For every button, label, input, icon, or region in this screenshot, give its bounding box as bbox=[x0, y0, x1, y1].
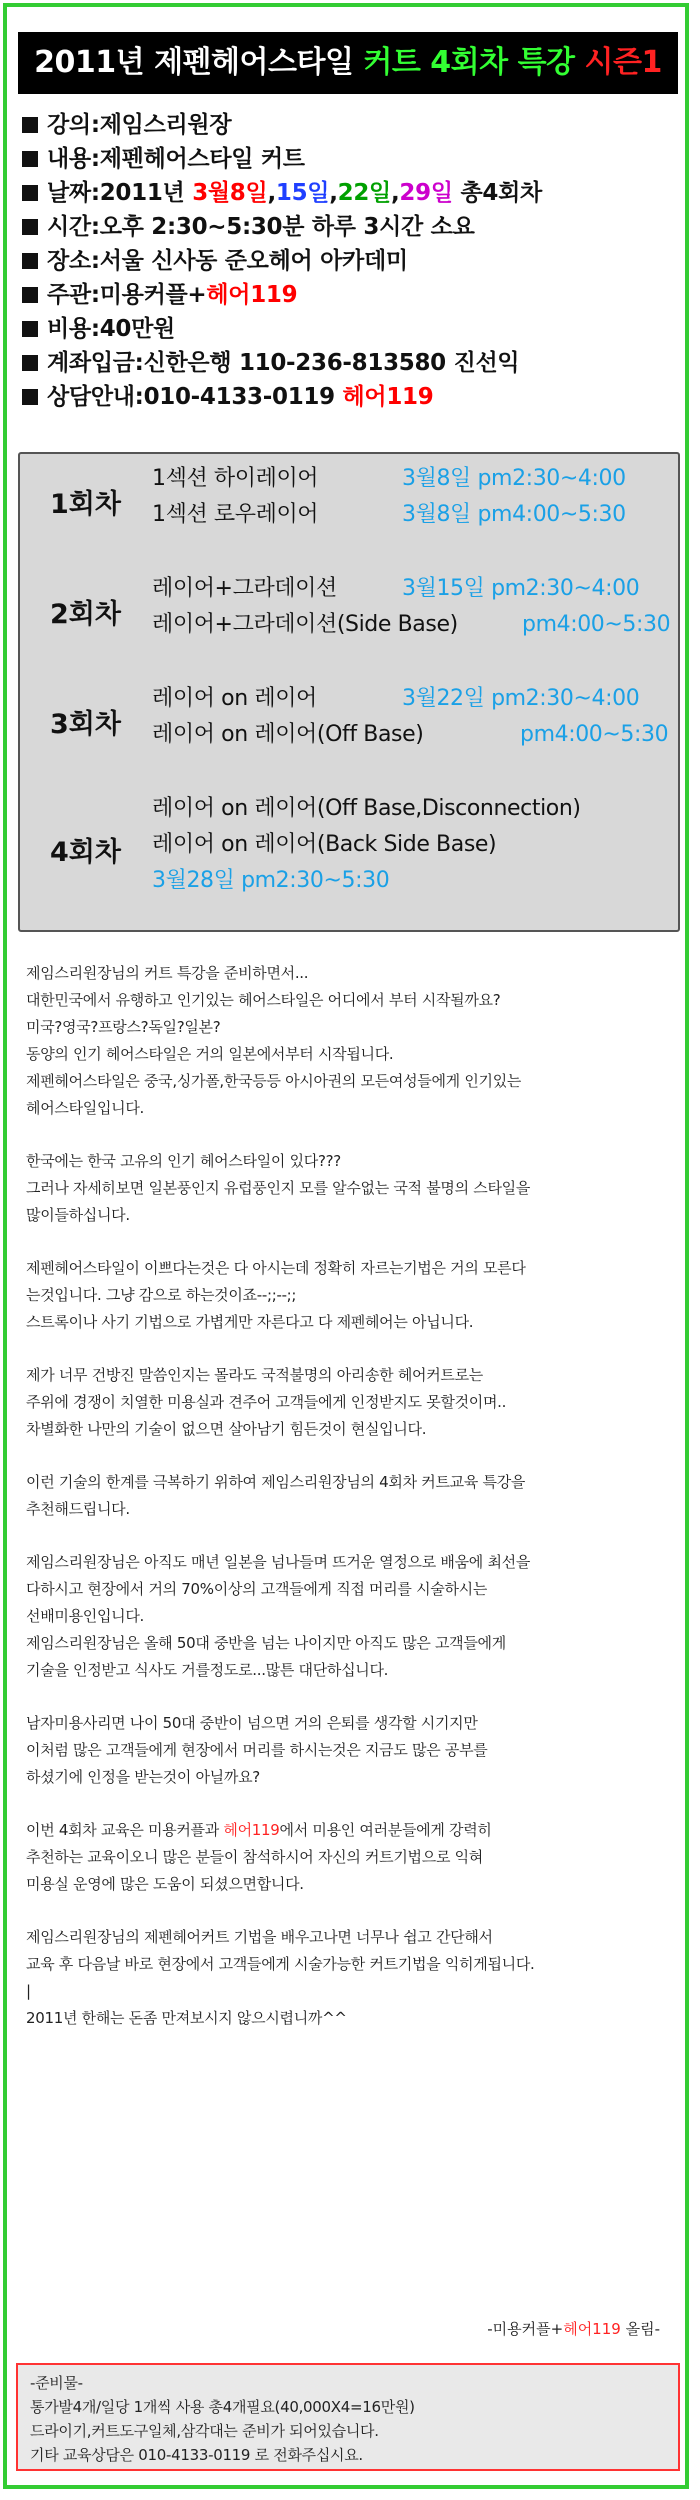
session-time: 3월8일 pm4:00~5:30 bbox=[402, 502, 626, 527]
session-line bbox=[152, 864, 389, 898]
session-course: 레이어+그라데이션 bbox=[152, 576, 337, 601]
square-bullet-icon bbox=[22, 117, 38, 133]
text-segment: 이번 4회차 교육은 미용커플과 bbox=[26, 1821, 224, 1839]
session-course: 레이어 on 레이어 bbox=[152, 686, 317, 711]
square-bullet-icon bbox=[22, 219, 38, 235]
text-line: 많이들하십니다. bbox=[26, 1206, 130, 1224]
date-sep-1: , bbox=[267, 180, 276, 206]
session-course: 레이어 on 레이어(Back Side Base) bbox=[152, 832, 497, 857]
info-date bbox=[22, 176, 672, 210]
text-line: 드라이기,커트도구일체,삼각대는 준비가 되어있습니다. bbox=[30, 2422, 379, 2440]
contact-brand: 헤어119 bbox=[342, 384, 434, 410]
session-label: 2회차 bbox=[50, 599, 121, 630]
session-label: 1회차 bbox=[50, 489, 121, 520]
text-line: 이처럼 많은 고객들에게 현장에서 머리를 하시는것은 지금도 많은 공부를 bbox=[26, 1741, 488, 1759]
info-lecturer bbox=[22, 108, 672, 142]
info-time bbox=[22, 210, 672, 244]
text-line: 2011년 한해는 돈좀 만져보시지 않으시렵니까^^ bbox=[26, 2009, 347, 2027]
date-sep-3: , bbox=[390, 180, 400, 206]
paragraph bbox=[26, 1817, 676, 1898]
session-line bbox=[152, 462, 626, 496]
info-lecturer-text: 강의:제임스리원장 bbox=[47, 112, 232, 138]
session-course: 1섹션 로우레이어 bbox=[152, 502, 319, 527]
date-2: 15일 bbox=[275, 180, 330, 206]
date-suffix: 총4회차 bbox=[452, 180, 542, 206]
text-line: 다하시고 현장에서 거의 70%이상의 고객들에게 직접 머리를 시술하시는 bbox=[26, 1580, 488, 1598]
paragraph-rest bbox=[26, 1844, 676, 1898]
text-line: 제임스리원장님은 아직도 매년 일본을 넘나들며 뜨거운 열정으로 배움에 최선을 bbox=[26, 1553, 531, 1571]
session-line bbox=[152, 498, 626, 532]
paragraph bbox=[26, 1924, 676, 2032]
square-bullet-icon bbox=[22, 287, 38, 303]
session-course: 레이어 on 레이어(Off Base) bbox=[152, 722, 424, 747]
paragraph bbox=[26, 1148, 676, 1229]
date-3: 22일 bbox=[337, 180, 391, 206]
session-label: 4회차 bbox=[50, 837, 121, 868]
title-part-2: 커트 4회차 특강 bbox=[363, 45, 585, 80]
text-segment: 에서 미용인 여러분들에게 강력히 bbox=[279, 1821, 492, 1839]
text-line: 제임스리원장님의 커트 특강을 준비하면서... bbox=[26, 964, 309, 982]
paragraph bbox=[26, 1469, 676, 1523]
text-line: 는것입니다. 그냥 감으로 하는것이죠--;;--;; bbox=[26, 1286, 297, 1304]
text-line: 추천해드립니다. bbox=[26, 1500, 130, 1518]
signature-prefix: -미용커플+ bbox=[487, 2320, 564, 2338]
paragraph bbox=[26, 960, 676, 1122]
signature-suffix: 올림- bbox=[620, 2320, 660, 2338]
signature bbox=[487, 2318, 660, 2339]
text-line: 헤어스타일입니다. bbox=[26, 1099, 144, 1117]
session-time: pm4:00~5:30 bbox=[522, 612, 671, 637]
title-part-1: 2011년 제펜헤어스타일 bbox=[34, 45, 364, 80]
paragraph bbox=[26, 1549, 676, 1684]
text-line: 교육 후 다음날 바로 현장에서 고객들에게 시술가능한 커트기법을 익히게됩니다. bbox=[26, 1955, 535, 1973]
date-1: 3월8일 bbox=[192, 180, 268, 206]
host-prefix: 주관:미용커플+ bbox=[47, 282, 207, 308]
preparation-box bbox=[16, 2363, 680, 2471]
date-4: 29일 bbox=[399, 180, 453, 206]
paragraph bbox=[26, 1710, 676, 1791]
text-line: 제가 너무 건방진 말씀인지는 몰라도 국적불명의 아리송한 헤어커트로는 bbox=[26, 1366, 483, 1384]
session-time: pm4:00~5:30 bbox=[520, 722, 669, 747]
text-line: 동양의 인기 헤어스타일은 거의 일본에서부터 시작됩니다. bbox=[26, 1045, 394, 1063]
session-course: 1섹션 하이레이어 bbox=[152, 466, 319, 491]
text-line: 제임스리원장님은 올해 50대 중반을 넘는 나이지만 아직도 많은 고객들에게 bbox=[26, 1634, 506, 1652]
session-line bbox=[152, 572, 640, 606]
square-bullet-icon bbox=[22, 355, 38, 371]
text-line: 선배미용인입니다. bbox=[26, 1607, 144, 1625]
text-line: 제펜헤어스타일은 중국,싱가폴,한국등등 아시아권의 모든여성들에게 인기있는 bbox=[26, 1072, 522, 1090]
text-line: 통가발4개/일당 1개씩 사용 총4개필요(40,000X4=16만원) bbox=[30, 2398, 415, 2416]
info-place-text: 장소:서울 신사동 준오헤어 아카데미 bbox=[47, 248, 408, 274]
session-line bbox=[152, 718, 669, 752]
text-line: 제펜헤어스타일이 이쁘다는것은 다 아시는데 정확히 자르는기법은 거의 모른다 bbox=[26, 1259, 526, 1277]
session-line bbox=[152, 608, 671, 642]
text-line: 차별화한 나만의 기술이 없으면 살아남기 힘든것이 현실입니다. bbox=[26, 1420, 427, 1438]
session-label: 3회차 bbox=[50, 709, 121, 740]
paragraph bbox=[26, 1362, 676, 1443]
info-account bbox=[22, 346, 672, 380]
info-list bbox=[22, 108, 672, 414]
session-time: 3월22일 pm2:30~4:00 bbox=[402, 686, 640, 711]
page-title bbox=[18, 32, 678, 94]
signature-brand: 헤어119 bbox=[563, 2320, 621, 2338]
session-time: 3월8일 pm2:30~4:00 bbox=[402, 466, 626, 491]
prep-lines bbox=[30, 2395, 678, 2467]
info-cost bbox=[22, 312, 672, 346]
session-course: 레이어 on 레이어(Off Base,Disconnection) bbox=[152, 796, 581, 821]
session-line bbox=[152, 792, 581, 826]
info-contact bbox=[22, 380, 672, 414]
text-line: 미국?영국?프랑스?독일?일본? bbox=[26, 1018, 221, 1036]
info-place bbox=[22, 244, 672, 278]
text-line: | bbox=[26, 1982, 31, 2000]
text-line: 주위에 경쟁이 치열한 미용실과 견주어 고객들에게 인정받지도 못할것이며.. bbox=[26, 1393, 507, 1411]
text-line: 제임스리원장님의 제펜헤어커트 기법을 배우고나면 너무나 쉽고 간단해서 bbox=[26, 1928, 493, 1946]
session-line bbox=[152, 828, 496, 862]
info-time-text: 시간:오후 2:30~5:30분 하루 3시간 소요 bbox=[47, 214, 475, 240]
session-line bbox=[152, 682, 640, 716]
paragraph bbox=[26, 1255, 676, 1336]
square-bullet-icon bbox=[22, 151, 38, 167]
text-line: 남자미용사리면 나이 50대 중반이 넘으면 거의 은퇴를 생각할 시기지만 bbox=[26, 1714, 478, 1732]
info-content-text: 내용:제펜헤어스타일 커트 bbox=[47, 146, 305, 172]
schedule-box bbox=[18, 452, 680, 932]
text-line: 미용실 운영에 많은 도움이 되셨으면합니다. bbox=[26, 1875, 304, 1893]
square-bullet-icon bbox=[22, 321, 38, 337]
text-line: 대한민국에서 유행하고 인기있는 헤어스타일은 어디에서 부터 시작될까요? bbox=[26, 991, 501, 1009]
square-bullet-icon bbox=[22, 253, 38, 269]
text-line: 한국에는 한국 고유의 인기 헤어스타일이 있다??? bbox=[26, 1152, 341, 1170]
prep-heading: -준비물- bbox=[30, 2374, 83, 2392]
contact-prefix: 상담안내:010-4133-0119 bbox=[47, 384, 343, 410]
text-line: 하셨기에 인정을 받는것이 아닐까요? bbox=[26, 1768, 260, 1786]
title-part-3: 시즌1 bbox=[584, 45, 662, 80]
square-bullet-icon bbox=[22, 185, 38, 201]
brand-text: 헤어119 bbox=[223, 1821, 280, 1839]
host-brand: 헤어119 bbox=[206, 282, 298, 308]
square-bullet-icon bbox=[22, 389, 38, 405]
date-sep-2: , bbox=[329, 180, 338, 206]
text-line: 기술을 인정받고 식사도 거를정도로...많튼 대단하십니다. bbox=[26, 1661, 389, 1679]
session-time: 3월15일 pm2:30~4:00 bbox=[402, 576, 640, 601]
session-time: 3월28일 pm2:30~5:30 bbox=[152, 868, 390, 893]
info-content bbox=[22, 142, 672, 176]
text-line: 이런 기술의 한계를 극복하기 위하여 제임스리원장님의 4회차 커트교육 특강을 bbox=[26, 1473, 526, 1491]
info-host bbox=[22, 278, 672, 312]
article-body bbox=[26, 960, 676, 2058]
text-line: 스트록이나 사기 기법으로 가볍게만 자른다고 다 제펜헤어는 아닙니다. bbox=[26, 1313, 474, 1331]
text-line: 기타 교육상담은 010-4133-0119 로 전화주십시요. bbox=[30, 2446, 363, 2464]
text-line: 추천하는 교육이오니 많은 분들이 참석하시어 자신의 커트기법으로 익혀 bbox=[26, 1848, 483, 1866]
date-prefix: 날짜:2011년 bbox=[47, 180, 193, 206]
info-account-text: 계좌입금:신한은행 110-236-813580 진선익 bbox=[47, 350, 520, 376]
text-line: 그러나 자세히보면 일본풍인지 유럽풍인지 모를 알수없는 국적 불명의 스타일을 bbox=[26, 1179, 531, 1197]
session-course: 레이어+그라데이션(Side Base) bbox=[152, 612, 458, 637]
text-line bbox=[26, 1817, 676, 1844]
info-cost-text: 비용:40만원 bbox=[47, 316, 175, 342]
